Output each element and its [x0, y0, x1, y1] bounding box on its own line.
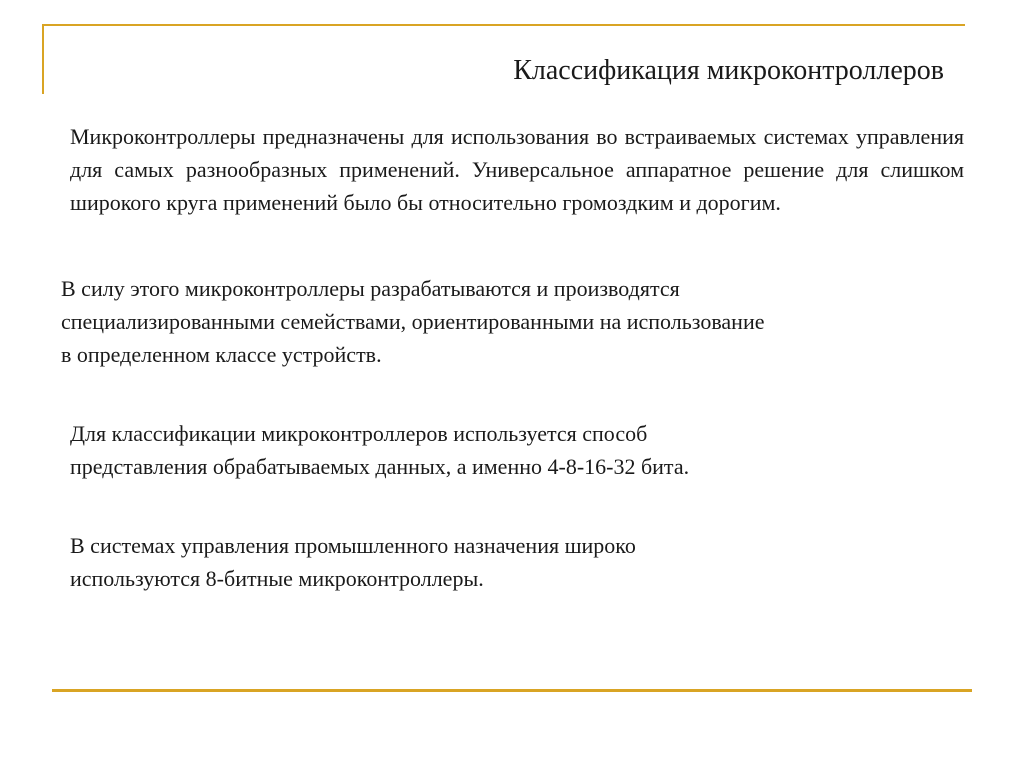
bottom-accent-rule [52, 689, 972, 692]
slide-title: Классификация микроконтроллеров [513, 55, 944, 86]
left-accent-rule [42, 24, 44, 94]
paragraph-purpose: Микроконтроллеры предназначены для использования во встраиваемых системах управления для самых разнообразных применений. Универсальное аппаратное решение для слишком широкого круга применений было бы относительно громоздким и дорогим. [70, 124, 964, 215]
top-accent-rule [42, 24, 965, 26]
paragraph-classification: Для классификации микроконтроллеров используется способ представления обрабатываемых данных, а именно 4-8-16-32 бита. [70, 421, 690, 479]
paragraph-industrial-use: В системах управления промышленного назначения широко используются 8-битные микроконтроллеры. [70, 533, 636, 591]
paragraph-families: В силу этого микроконтроллеры разрабатываются и производятся специализированными семействами, ориентированными на использование в определенном классе устройств. [61, 276, 765, 367]
